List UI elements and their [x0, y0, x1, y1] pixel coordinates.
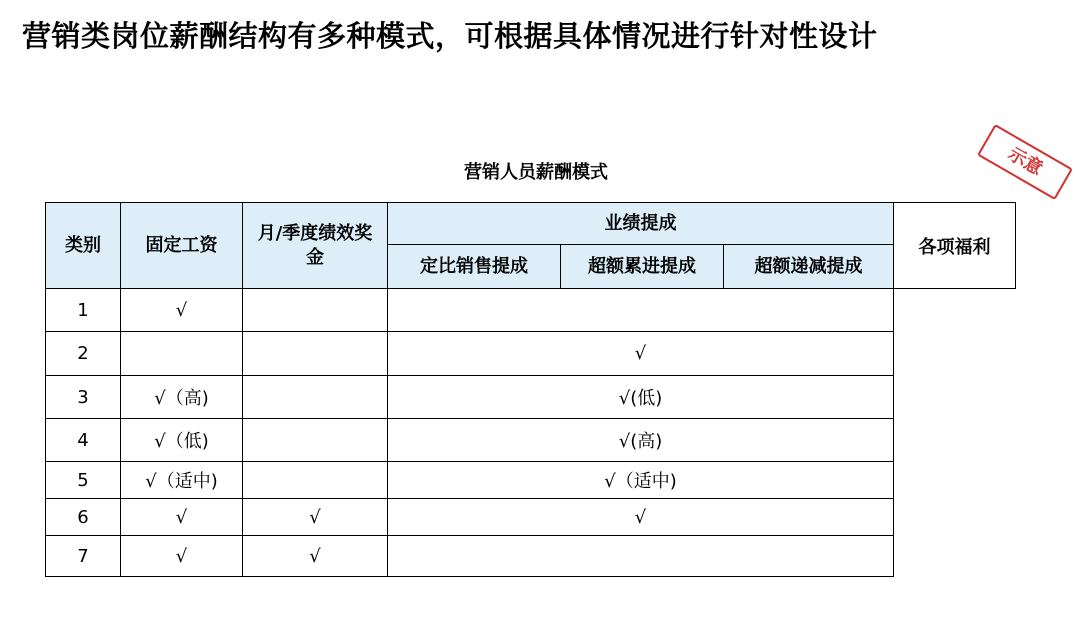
row-fixed-salary — [121, 332, 243, 376]
table-row — [46, 536, 1016, 577]
row-bonus — [243, 332, 388, 376]
row-category: 5 — [46, 462, 121, 499]
row-category: 1 — [46, 289, 121, 332]
row-fixed-salary: √（低) — [121, 419, 243, 462]
row-fixed-salary: √ — [121, 499, 243, 536]
row-commission: √(高) — [388, 419, 894, 462]
table-row — [46, 332, 1016, 376]
row-bonus — [243, 462, 388, 499]
header-fixed-salary: 固定工资 — [121, 203, 243, 289]
row-fixed-salary: √（高) — [121, 376, 243, 419]
row-commission: √(低) — [388, 376, 894, 419]
header-category: 类别 — [46, 203, 121, 289]
row-commission: √ — [388, 332, 894, 376]
table-row — [46, 289, 1016, 332]
row-bonus — [243, 376, 388, 419]
row-category: 7 — [46, 536, 121, 577]
row-fixed-salary: √ — [121, 289, 243, 332]
header-regressive-commission: 超额递减提成 — [724, 245, 894, 289]
row-commission: √（适中) — [388, 462, 894, 499]
table-row — [46, 376, 1016, 419]
row-commission — [388, 289, 894, 332]
table-row — [46, 499, 1016, 536]
header-progressive-commission: 超额累进提成 — [561, 245, 724, 289]
row-fixed-salary: √（适中) — [121, 462, 243, 499]
row-bonus: √ — [243, 536, 388, 577]
table-title: 营销人员薪酬模式 — [464, 162, 608, 183]
page-title: 营销类岗位薪酬结构有多种模式，可根据具体情况进行针对性设计 — [22, 19, 878, 53]
table-row — [46, 419, 1016, 462]
header-commission: 业绩提成 — [388, 203, 894, 245]
row-category: 2 — [46, 332, 121, 376]
row-commission: √ — [388, 499, 894, 536]
row-bonus: √ — [243, 499, 388, 536]
row-commission — [388, 536, 894, 577]
row-category: 3 — [46, 376, 121, 419]
row-bonus — [243, 289, 388, 332]
welfare-cell: 各项福利 — [894, 203, 1016, 289]
table-row — [46, 462, 1016, 499]
row-bonus — [243, 419, 388, 462]
row-category: 6 — [46, 499, 121, 536]
row-category: 4 — [46, 419, 121, 462]
header-performance-bonus: 月/季度绩效奖金 — [243, 203, 388, 289]
salary-structure-table — [45, 202, 1016, 577]
header-fixed-ratio-commission: 定比销售提成 — [388, 245, 561, 289]
row-fixed-salary: √ — [121, 536, 243, 577]
sample-stamp: 示意 — [977, 124, 1073, 200]
